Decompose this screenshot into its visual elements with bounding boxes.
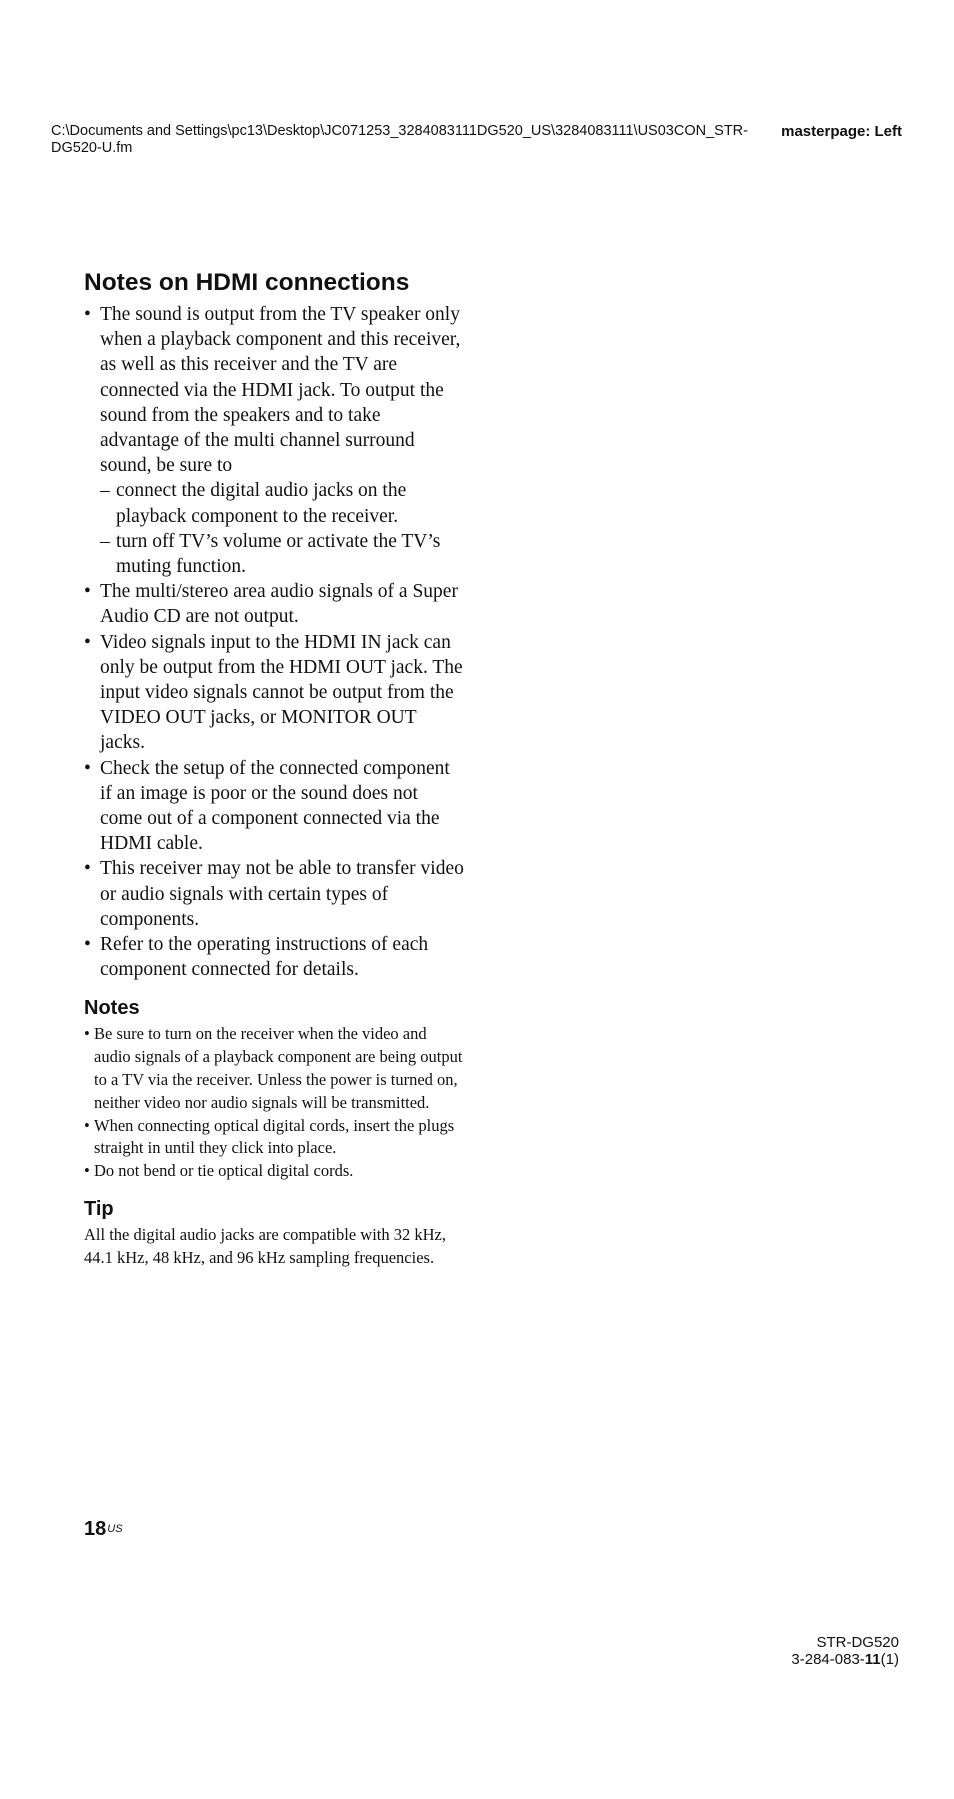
note-item <box>84 1115 464 1161</box>
masterpage-label: masterpage: Left <box>781 123 902 140</box>
file-path: C:\Documents and Settings\pc13\Desktop\JC071253_3284083111DG520_US\3284083111\US03CON_STR-DG520-U.fm <box>51 123 748 156</box>
page-number-suffix: US <box>107 1523 123 1535</box>
list-item <box>84 579 464 629</box>
note-item <box>84 1023 464 1114</box>
bullet: • <box>84 1024 90 1044</box>
note-item-text: Do not bend or tie optical digital cords. <box>94 1161 354 1181</box>
notes-list <box>84 1023 464 1183</box>
notes-heading: Notes <box>84 997 140 1020</box>
footer-model: STR-DG520 <box>816 1634 899 1651</box>
list-item-text: This receiver may not be able to transfer video or audio signals with certain types of components. <box>100 858 464 930</box>
footer-code <box>791 1651 899 1668</box>
sub-list-item <box>100 478 464 528</box>
list-item-text: Refer to the operating instructions of each component connected for details. <box>100 934 429 981</box>
section-title: Notes on HDMI connections <box>84 269 410 296</box>
bullet: • <box>84 757 91 779</box>
list-item-text: The multi/stereo area audio signals of a Super Audio CD are not output. <box>100 581 458 628</box>
bullet: • <box>84 581 91 603</box>
sub-list-item-text: connect the digital audio jacks on the playback component to the receiver. <box>116 480 407 527</box>
list-item <box>84 856 464 932</box>
note-item <box>84 1160 464 1183</box>
dash: – <box>100 480 110 502</box>
footer-code-bold: 11 <box>864 1651 881 1668</box>
footer-code-prefix: 3-284-083- <box>791 1651 865 1668</box>
sub-list-item-text: turn off TV’s volume or activate the TV’s muting function. <box>116 530 441 578</box>
list-item <box>84 756 464 857</box>
list-item-text: The sound is output from the TV speaker only when a playback component and this receiver, as well as this receiver and the TV are connected via the HDMI jack. To output the sound from the speakers and to take advantage of the multi channel surround sound, be sure to <box>100 304 461 477</box>
bullet: • <box>84 858 91 880</box>
dash: – <box>100 530 110 552</box>
bullet: • <box>84 1115 90 1135</box>
list-item <box>84 302 464 579</box>
footer <box>791 1634 899 1668</box>
bullet: • <box>84 304 91 325</box>
hdmi-notes-list <box>84 302 464 982</box>
sub-list <box>100 478 464 579</box>
footer-code-suffix: (1) <box>880 1651 899 1668</box>
bullet: • <box>84 934 91 956</box>
tip-heading: Tip <box>84 1198 114 1221</box>
content-column <box>84 268 464 1270</box>
bullet: • <box>84 1161 90 1181</box>
tip-text: All the digital audio jacks are compatible with 32 kHz, 44.1 kHz, 48 kHz, and 96 kHz sampling frequencies. <box>84 1225 446 1267</box>
bullet: • <box>84 631 91 653</box>
list-item-text: Video signals input to the HDMI IN jack can only be output from the HDMI OUT jack. The input video signals cannot be output from the VIDEO OUT jacks, or MONITOR OUT jacks. <box>100 631 463 754</box>
page-number <box>84 1517 123 1541</box>
sub-list-item <box>100 529 464 579</box>
note-item-text: When connecting optical digital cords, insert the plugs straight in until they click into place. <box>94 1115 455 1158</box>
list-item-text: Check the setup of the connected component if an image is poor or the sound does not come out of a component connected via the HDMI cable. <box>100 757 450 855</box>
list-item <box>84 932 464 982</box>
list-item <box>84 630 464 756</box>
page-number-value: 18 <box>84 1518 107 1540</box>
note-item-text: Be sure to turn on the receiver when the video and audio signals of a playback component are being output to a TV via the receiver. Unless the power is turned on, neither video nor audio signals will be transmitted. <box>94 1024 463 1112</box>
